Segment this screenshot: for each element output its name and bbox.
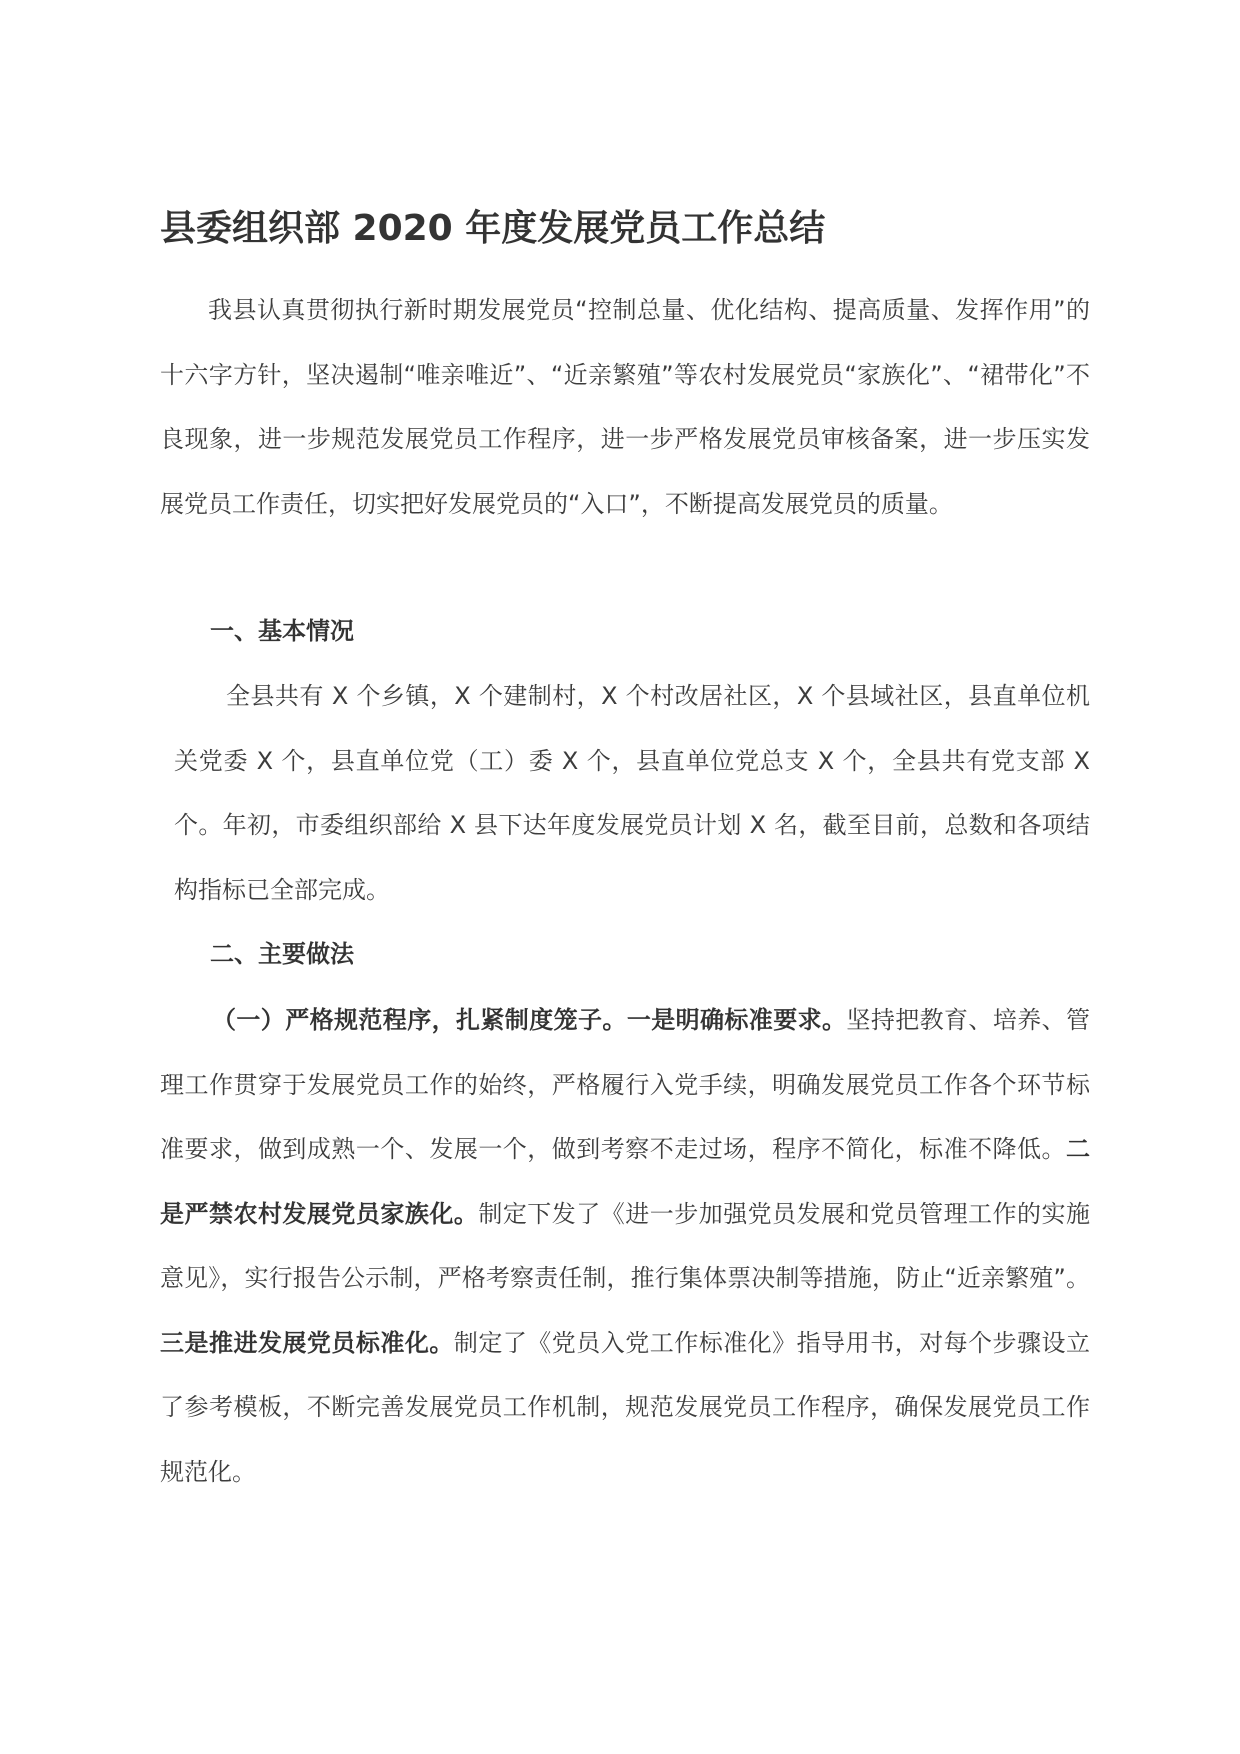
- subsection-lead: （一）严格规范程序，扎紧制度笼子。: [212, 1006, 627, 1034]
- point2-title: 二是严禁农村发展党员家族化。: [160, 1135, 1090, 1228]
- section-heading-basic-situation: 一、基本情况: [210, 617, 354, 645]
- document-title: 县委组织部 2020 年度发展党员工作总结: [160, 208, 826, 249]
- point3-title: 三是推进发展党员标准化。: [160, 1328, 454, 1357]
- point2-text: 制定下发了《进一步加强党员发展和党员管理工作的实施意见》，实行报告公示制，严格考察责任制，推行集体票决制等措施，防止“近亲繁殖”。: [160, 1199, 1091, 1292]
- point1-title: 一是明确标准要求。: [626, 1006, 847, 1034]
- point3-text: 制定了《党员入党工作标准化》指导用书，对每个步骤设立了参考模板，不断完善发展党员工作机制，规范发展党员工作程序，确保发展党员工作规范化。: [160, 1328, 1091, 1486]
- basic-situation-paragraph: 全县共有 X 个乡镇，X 个建制村，X 个村改居社区，X 个县域社区，县直单位机关党委 X 个，县直单位党（工）委 X 个，县直单位党总支 X 个，全县共有党支部 X 个。年初，市委组织部给 X 县下达年度发展党员计划 X 名，截至目前，总数和各项结构指标已全部完成。: [174, 682, 1090, 904]
- section-heading-main-practices: 二、主要做法: [210, 940, 354, 968]
- main-practices-paragraph: [160, 988, 1090, 1504]
- point1-text: 坚持把教育、培养、管理工作贯穿于发展党员工作的始终，严格履行入党手续，明确发展党员工作各个环节标准要求，做到成熟一个、发展一个，做到考察不走过场，程序不简化，标准不降低。: [160, 1006, 1091, 1163]
- intro-paragraph: 我县认真贯彻执行新时期发展党员“控制总量、优化结构、提高质量、发挥作用”的十六字方针，坚决遏制“唯亲唯近”、“近亲繁殖”等农村发展党员“家族化”、“裙带化”不良现象，进一步规范发展党员工作程序，进一步严格发展党员审核备案，进一步压实发展党员工作责任，切实把好发展党员的“入口”，不断提高发展党员的质量。: [160, 296, 1090, 518]
